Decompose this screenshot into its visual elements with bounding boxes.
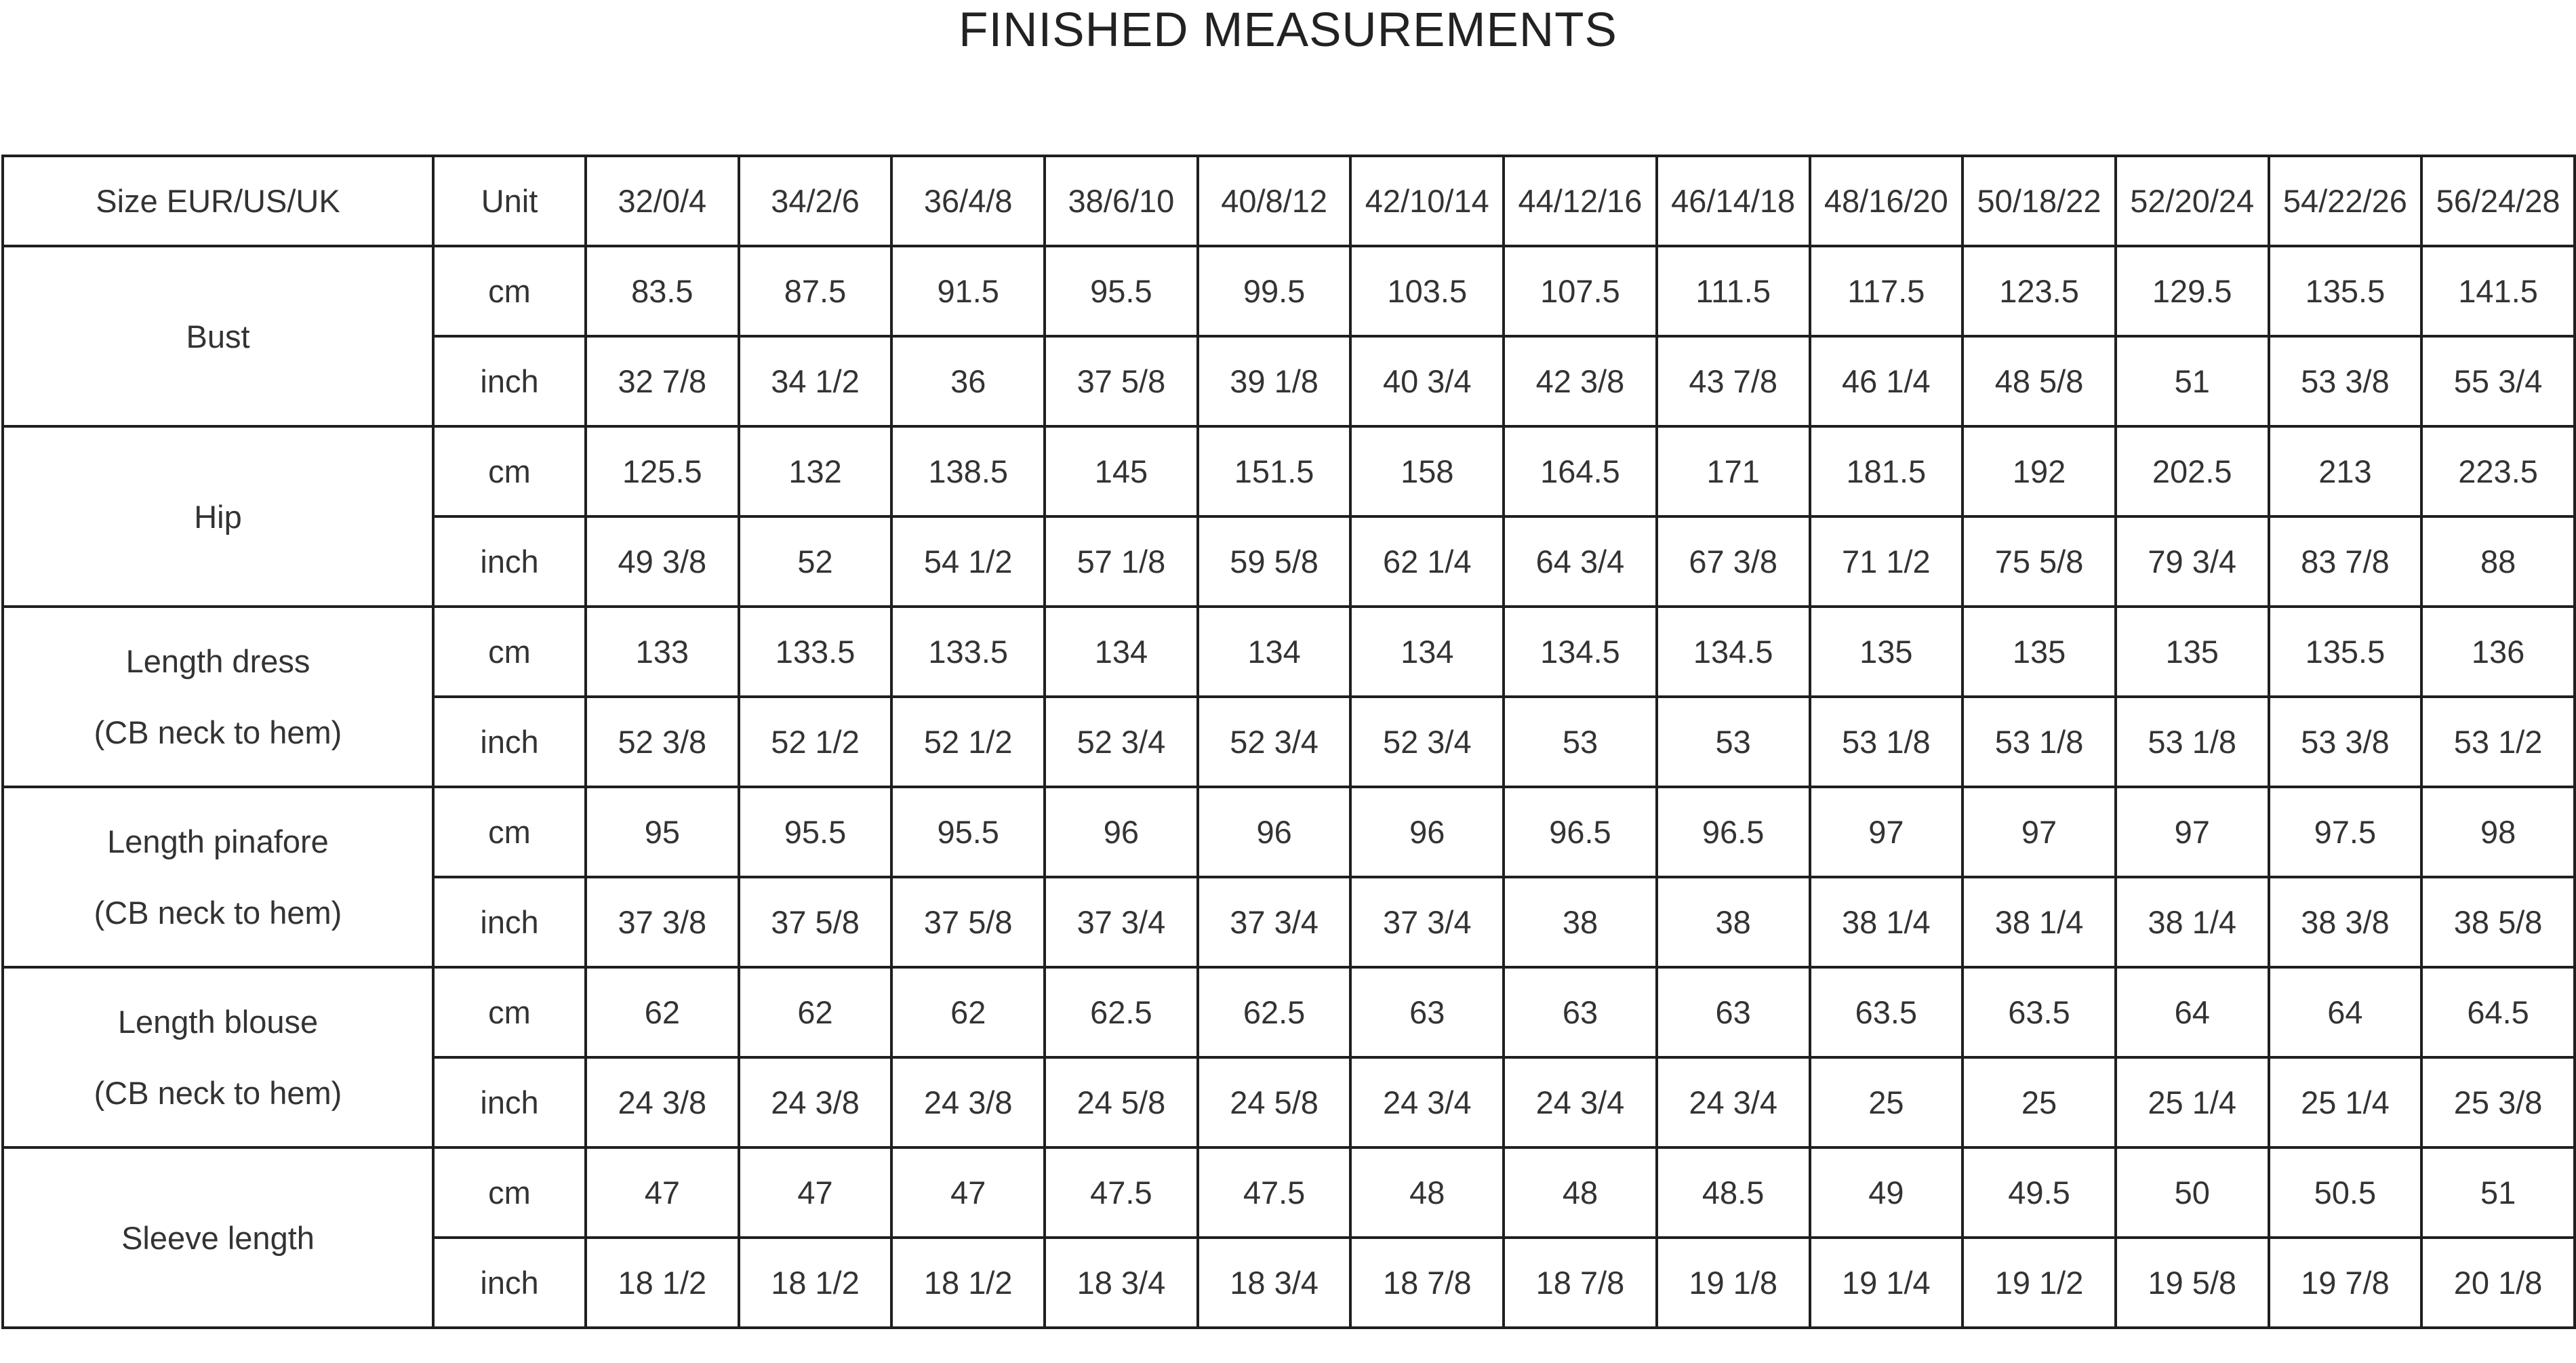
value-cell: 63.5 [1963, 967, 2116, 1057]
size-header-cell: 38/6/10 [1045, 156, 1198, 246]
value-cell: 96 [1350, 787, 1504, 877]
value-cell: 24 5/8 [1045, 1057, 1198, 1147]
value-cell: 48 5/8 [1963, 336, 2116, 426]
measurement-label: (CB neck to hem) [94, 895, 342, 931]
value-cell: 24 3/4 [1504, 1057, 1657, 1147]
value-cell: 91.5 [891, 246, 1045, 336]
measurement-label: Sleeve length [121, 1219, 315, 1256]
value-cell: 40 3/4 [1350, 336, 1504, 426]
value-cell: 98 [2421, 787, 2575, 877]
value-cell: 46 1/4 [1810, 336, 1963, 426]
header-row [3, 156, 2575, 246]
unit-cell: inch [433, 1238, 586, 1328]
unit-header-cell: Unit [433, 156, 586, 246]
value-cell: 83 7/8 [2269, 516, 2422, 607]
unit-cell: cm [433, 1147, 586, 1238]
value-cell: 71 1/2 [1810, 516, 1963, 607]
value-cell: 25 1/4 [2269, 1057, 2422, 1147]
value-cell: 18 1/2 [891, 1238, 1045, 1328]
measurement-label: (CB neck to hem) [94, 1075, 342, 1111]
value-cell: 192 [1963, 426, 2116, 516]
size-header-cell: 46/14/18 [1657, 156, 1810, 246]
value-cell: 132 [739, 426, 892, 516]
value-cell: 138.5 [891, 426, 1045, 516]
value-cell: 34 1/2 [739, 336, 892, 426]
value-cell: 53 [1657, 697, 1810, 787]
size-header-cell: 48/16/20 [1810, 156, 1963, 246]
value-cell: 103.5 [1350, 246, 1504, 336]
size-header-cell: 36/4/8 [891, 156, 1045, 246]
value-cell: 64 [2269, 967, 2422, 1057]
value-cell: 95.5 [891, 787, 1045, 877]
value-cell: 95.5 [739, 787, 892, 877]
value-cell: 52 [739, 516, 892, 607]
measurement-label-cell [3, 787, 433, 967]
unit-cell: inch [433, 336, 586, 426]
value-cell: 24 3/8 [891, 1057, 1045, 1147]
value-cell: 38 1/4 [1810, 877, 1963, 967]
value-cell: 135 [1963, 607, 2116, 697]
measurement-label-cell [3, 607, 433, 787]
value-cell: 52 3/4 [1198, 697, 1351, 787]
value-cell: 97 [2116, 787, 2269, 877]
value-cell: 64.5 [2421, 967, 2575, 1057]
value-cell: 57 1/8 [1045, 516, 1198, 607]
value-cell: 52 3/8 [586, 697, 739, 787]
value-cell: 38 [1657, 877, 1810, 967]
value-cell: 18 7/8 [1350, 1238, 1504, 1328]
value-cell: 96.5 [1504, 787, 1657, 877]
size-header-cell: 40/8/12 [1198, 156, 1351, 246]
value-cell: 53 3/8 [2269, 697, 2422, 787]
value-cell: 96.5 [1657, 787, 1810, 877]
value-cell: 95.5 [1045, 246, 1198, 336]
value-cell: 135 [2116, 607, 2269, 697]
unit-cell: cm [433, 246, 586, 336]
value-cell: 87.5 [739, 246, 892, 336]
measurement-label-cell [3, 967, 433, 1147]
value-cell: 37 5/8 [739, 877, 892, 967]
page-title: FINISHED MEASUREMENTS [959, 3, 1617, 57]
size-header-cell: 44/12/16 [1504, 156, 1657, 246]
value-cell: 145 [1045, 426, 1198, 516]
value-cell: 223.5 [2421, 426, 2575, 516]
value-cell: 24 3/4 [1350, 1057, 1504, 1147]
measurement-label-cell [3, 1147, 433, 1328]
size-header-cell: 56/24/28 [2421, 156, 2575, 246]
value-cell: 141.5 [2421, 246, 2575, 336]
value-cell: 36 [891, 336, 1045, 426]
value-cell: 62.5 [1198, 967, 1351, 1057]
value-cell: 19 7/8 [2269, 1238, 2422, 1328]
value-cell: 50.5 [2269, 1147, 2422, 1238]
value-cell: 181.5 [1810, 426, 1963, 516]
value-cell: 63 [1657, 967, 1810, 1057]
measurement-label: Length pinafore [107, 823, 329, 859]
measurement-label: Length blouse [117, 1004, 319, 1040]
value-cell: 97 [1963, 787, 2116, 877]
value-cell: 54 1/2 [891, 516, 1045, 607]
value-cell: 62 [586, 967, 739, 1057]
value-cell: 19 1/2 [1963, 1238, 2116, 1328]
value-cell: 25 3/8 [2421, 1057, 2575, 1147]
value-cell: 135.5 [2269, 607, 2422, 697]
value-cell: 24 3/8 [586, 1057, 739, 1147]
value-cell: 37 3/8 [586, 877, 739, 967]
value-cell: 202.5 [2116, 426, 2269, 516]
measurement-label: Bust [186, 318, 250, 354]
table-row [3, 1147, 2575, 1238]
value-cell: 62.5 [1045, 967, 1198, 1057]
value-cell: 135.5 [2269, 246, 2422, 336]
value-cell: 25 1/4 [2116, 1057, 2269, 1147]
value-cell: 133.5 [739, 607, 892, 697]
value-cell: 18 1/2 [586, 1238, 739, 1328]
value-cell: 111.5 [1657, 246, 1810, 336]
measurement-label: (CB neck to hem) [94, 714, 342, 750]
value-cell: 125.5 [586, 426, 739, 516]
value-cell: 135 [1810, 607, 1963, 697]
value-cell: 49 [1810, 1147, 1963, 1238]
value-cell: 83.5 [586, 246, 739, 336]
unit-cell: inch [433, 877, 586, 967]
unit-cell: cm [433, 607, 586, 697]
value-cell: 64 [2116, 967, 2269, 1057]
value-cell: 158 [1350, 426, 1504, 516]
size-header-cell: 52/20/24 [2116, 156, 2269, 246]
unit-cell: cm [433, 967, 586, 1057]
value-cell: 49 3/8 [586, 516, 739, 607]
unit-cell: inch [433, 1057, 586, 1147]
value-cell: 64 3/4 [1504, 516, 1657, 607]
value-cell: 47 [739, 1147, 892, 1238]
value-cell: 97.5 [2269, 787, 2422, 877]
value-cell: 96 [1198, 787, 1351, 877]
value-cell: 37 5/8 [1045, 336, 1198, 426]
value-cell: 18 3/4 [1198, 1238, 1351, 1328]
value-cell: 24 3/8 [739, 1057, 892, 1147]
size-header-cell: 50/18/22 [1963, 156, 2116, 246]
value-cell: 55 3/4 [2421, 336, 2575, 426]
measurement-label: Hip [194, 498, 242, 535]
value-cell: 19 5/8 [2116, 1238, 2269, 1328]
unit-cell: inch [433, 516, 586, 607]
unit-cell: cm [433, 426, 586, 516]
value-cell: 48 [1504, 1147, 1657, 1238]
value-cell: 53 [1504, 697, 1657, 787]
measurement-label-cell [3, 246, 433, 426]
value-cell: 151.5 [1198, 426, 1351, 516]
value-cell: 62 [739, 967, 892, 1057]
unit-cell: inch [433, 697, 586, 787]
table-row [3, 426, 2575, 516]
value-cell: 25 [1963, 1057, 2116, 1147]
value-cell: 37 3/4 [1198, 877, 1351, 967]
table-row [3, 607, 2575, 697]
value-cell: 38 1/4 [1963, 877, 2116, 967]
size-header-cell: 34/2/6 [739, 156, 892, 246]
value-cell: 38 3/8 [2269, 877, 2422, 967]
value-cell: 53 3/8 [2269, 336, 2422, 426]
value-cell: 38 5/8 [2421, 877, 2575, 967]
value-cell: 38 [1504, 877, 1657, 967]
table-row [3, 246, 2575, 336]
value-cell: 123.5 [1963, 246, 2116, 336]
value-cell: 133 [586, 607, 739, 697]
value-cell: 53 1/8 [1810, 697, 1963, 787]
value-cell: 37 3/4 [1350, 877, 1504, 967]
size-header-cell: 42/10/14 [1350, 156, 1504, 246]
value-cell: 50 [2116, 1147, 2269, 1238]
value-cell: 63.5 [1810, 967, 1963, 1057]
value-cell: 53 1/8 [2116, 697, 2269, 787]
value-cell: 42 3/8 [1504, 336, 1657, 426]
value-cell: 133.5 [891, 607, 1045, 697]
value-cell: 62 [891, 967, 1045, 1057]
value-cell: 63 [1504, 967, 1657, 1057]
size-header-cell: 54/22/26 [2269, 156, 2422, 246]
value-cell: 97 [1810, 787, 1963, 877]
value-cell: 24 3/4 [1657, 1057, 1810, 1147]
size-header-cell: 32/0/4 [586, 156, 739, 246]
value-cell: 52 3/4 [1350, 697, 1504, 787]
value-cell: 38 1/4 [2116, 877, 2269, 967]
value-cell: 53 1/2 [2421, 697, 2575, 787]
table-row [3, 787, 2575, 877]
value-cell: 59 5/8 [1198, 516, 1351, 607]
value-cell: 18 1/2 [739, 1238, 892, 1328]
value-cell: 67 3/8 [1657, 516, 1810, 607]
value-cell: 47 [586, 1147, 739, 1238]
value-cell: 107.5 [1504, 246, 1657, 336]
value-cell: 99.5 [1198, 246, 1351, 336]
value-cell: 52 3/4 [1045, 697, 1198, 787]
value-cell: 49.5 [1963, 1147, 2116, 1238]
value-cell: 75 5/8 [1963, 516, 2116, 607]
value-cell: 213 [2269, 426, 2422, 516]
value-cell: 79 3/4 [2116, 516, 2269, 607]
value-cell: 53 1/8 [1963, 697, 2116, 787]
value-cell: 95 [586, 787, 739, 877]
value-cell: 134.5 [1657, 607, 1810, 697]
value-cell: 48.5 [1657, 1147, 1810, 1238]
value-cell: 96 [1045, 787, 1198, 877]
measurement-label: Length dress [125, 643, 310, 679]
value-cell: 32 7/8 [586, 336, 739, 426]
value-cell: 47.5 [1198, 1147, 1351, 1238]
size-header-cell: Size EUR/US/UK [3, 156, 433, 246]
measurements-table [1, 155, 2576, 1329]
value-cell: 88 [2421, 516, 2575, 607]
value-cell: 136 [2421, 607, 2575, 697]
value-cell: 171 [1657, 426, 1810, 516]
unit-cell: cm [433, 787, 586, 877]
value-cell: 39 1/8 [1198, 336, 1351, 426]
value-cell: 47.5 [1045, 1147, 1198, 1238]
table-row [3, 967, 2575, 1057]
measurement-label-cell [3, 426, 433, 607]
value-cell: 47 [891, 1147, 1045, 1238]
value-cell: 134 [1198, 607, 1351, 697]
value-cell: 51 [2421, 1147, 2575, 1238]
value-cell: 37 5/8 [891, 877, 1045, 967]
value-cell: 52 1/2 [891, 697, 1045, 787]
value-cell: 19 1/8 [1657, 1238, 1810, 1328]
value-cell: 37 3/4 [1045, 877, 1198, 967]
value-cell: 134.5 [1504, 607, 1657, 697]
value-cell: 63 [1350, 967, 1504, 1057]
value-cell: 117.5 [1810, 246, 1963, 336]
value-cell: 51 [2116, 336, 2269, 426]
value-cell: 48 [1350, 1147, 1504, 1238]
value-cell: 18 3/4 [1045, 1238, 1198, 1328]
value-cell: 164.5 [1504, 426, 1657, 516]
value-cell: 43 7/8 [1657, 336, 1810, 426]
value-cell: 20 1/8 [2421, 1238, 2575, 1328]
value-cell: 134 [1350, 607, 1504, 697]
value-cell: 18 7/8 [1504, 1238, 1657, 1328]
value-cell: 19 1/4 [1810, 1238, 1963, 1328]
value-cell: 134 [1045, 607, 1198, 697]
value-cell: 129.5 [2116, 246, 2269, 336]
value-cell: 52 1/2 [739, 697, 892, 787]
value-cell: 25 [1810, 1057, 1963, 1147]
value-cell: 24 5/8 [1198, 1057, 1351, 1147]
value-cell: 62 1/4 [1350, 516, 1504, 607]
